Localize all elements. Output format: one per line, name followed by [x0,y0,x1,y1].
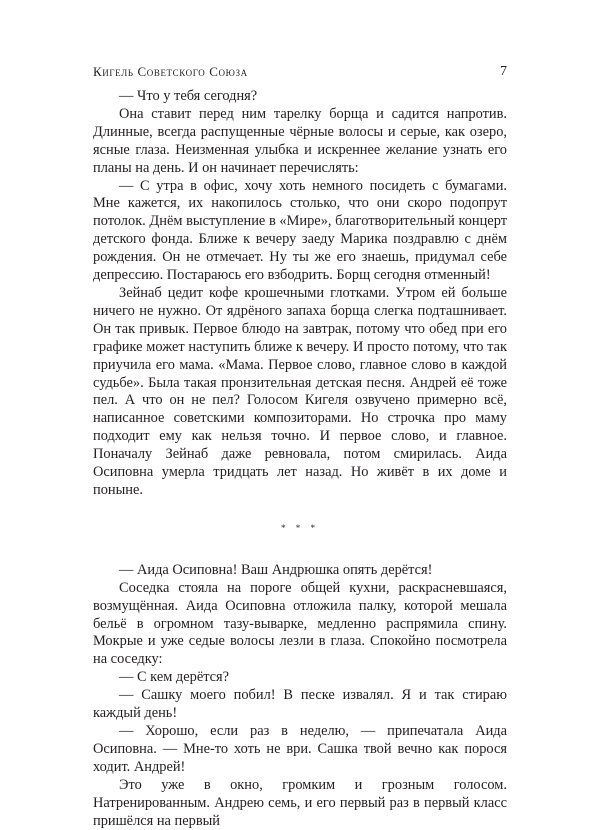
paragraph: — Аида Осиповна! Ваш Андрюшка опять дерётся! [119,561,433,578]
paragraph: Соседка стояла на пороге общей кухни, раскрасневшаяся, возмущённая. Аида Осиповна отложила палку, которой мешала бельё в огромном тазу-выварке, медленно распрямила спину. Мокрые и уже седые волосы лезли в глаза. Спокойно посмотрела на соседку: [93,579,507,668]
paragraph: — Сашку моего побил! В песке извалял. Я и так стираю каждый день! [93,687,507,722]
body-text [93,88,507,830]
paragraph: — С утра в офис, хочу хоть немного посидеть с бумагами. Мне кажется, их накопилось столько, что они скоро подопрут потолок. Днём выступление в «Мире», благотворительный концерт детского фонда. Ближе к вечеру заеду Марика поздравлю с днём рождения. Он не отмечает. Ну ты же его знаешь, придумал себе депрессию. Постараюсь его взбодрить. Борщ сегодня отменный! [93,177,507,284]
paragraph: — Что у тебя сегодня? [119,88,258,104]
paragraph: Это уже в окно, громким и грозным голосом. Натренированным. Андрею семь, и его первый раз в первый класс пришёлся на первый [93,776,507,829]
paragraph: — С кем дерётся? [119,669,230,686]
paragraph: Она ставит перед ним тарелку борща и садится напротив. Длинные, всегда распущенные чёрные волосы и серые, как озеро, ясные глаза. Неизменная улыбка и искреннее желание узнать его планы на день. И он начинает перечислять: [93,105,507,176]
running-title: Кигель Советского Союза [93,64,248,79]
paragraph: Зейнаб цедит кофе крошечными глотками. Утром ей больше ничего не нужно. От ядрёного запаха борща слегка подташнивает. Он так привык. Первое блюдо на завтрак, потому что обед при его графике может наступить ближе к вечеру. И просто потому, что так приучила его мама. «Мама. Первое слово, главное слово в каждой судьбе». Была такая пронзительная детская песня. Андрей её тоже пел. А что он не пел? Голосом Кигеля озвучено примерно всё, написанное советскими композиторами. Но строчка про маму подходит ему как нельзя точно. И первое слово, и главное. Поначалу Зейнаб даже ревновала, потом смирилась. Аида Осиповна умерла тридцать лет назад. Но живёт в их доме и поныне. [93,284,507,498]
page-number: 7 [500,64,507,79]
section-separator: * * * [281,522,319,533]
page-header [93,64,507,84]
paragraph: — Хорошо, если раз в неделю, — припечатала Аида Осиповна. — Мне-то хоть не ври. Сашка твой вечно как порося ходит. Андрей! [93,723,507,775]
